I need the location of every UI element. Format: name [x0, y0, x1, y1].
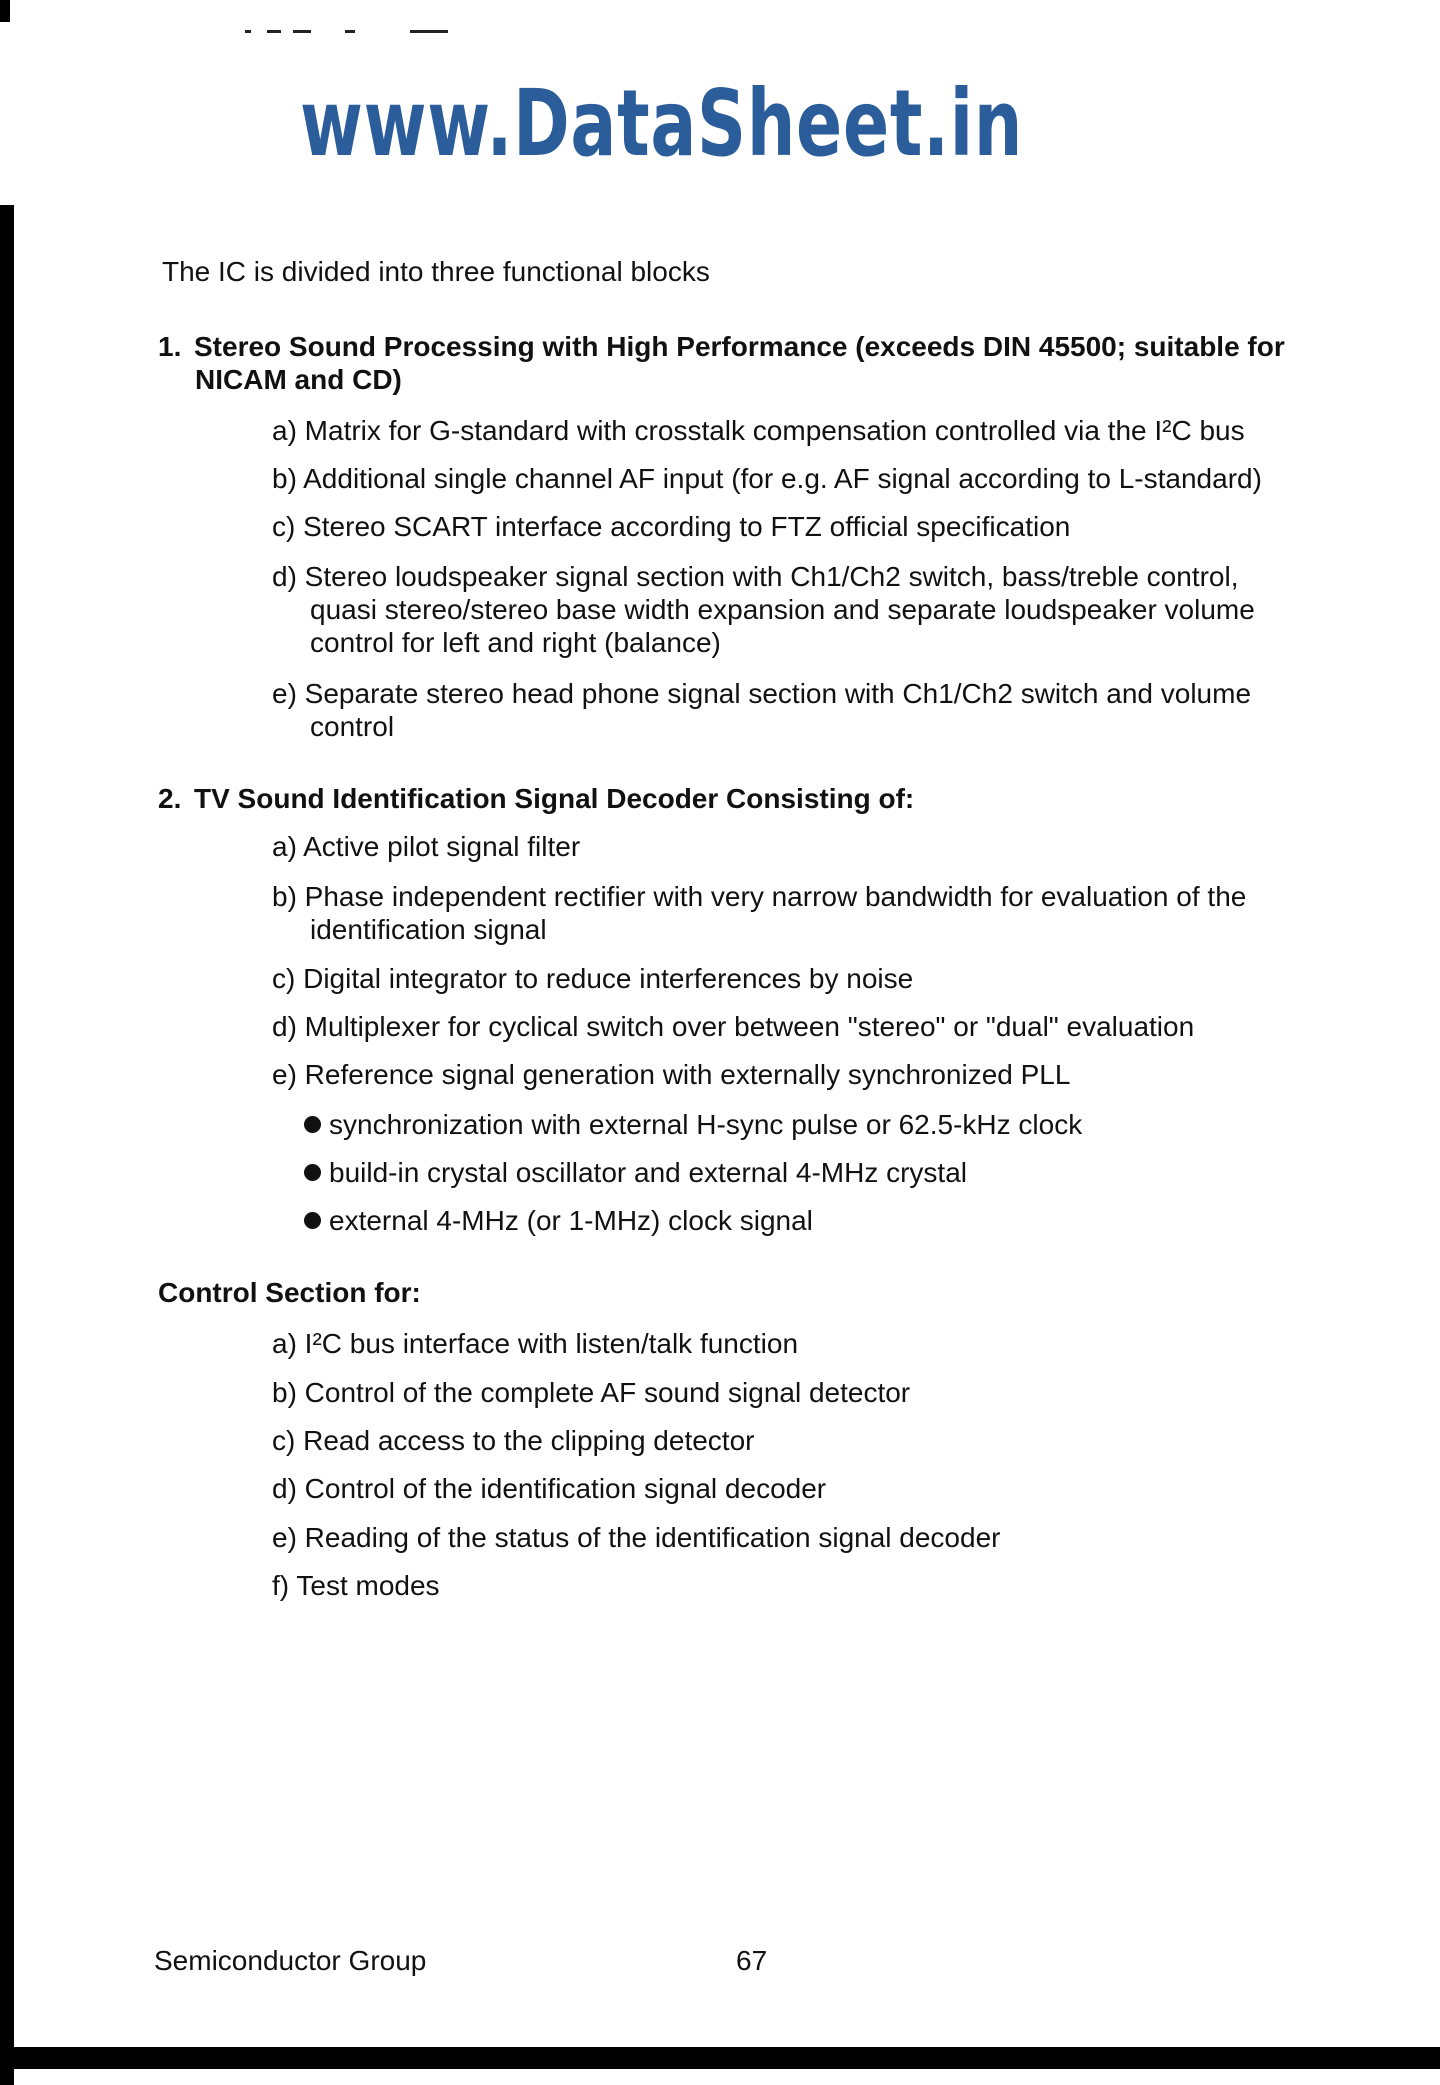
section-2-title: TV Sound Identification Signal Decoder Consisting of:	[194, 783, 915, 814]
section-3-item-c: c) Read access to the clipping detector	[272, 1425, 755, 1456]
section-2-item-c: c) Digital integrator to reduce interferences by noise	[272, 963, 914, 994]
section-2-bullet: synchronization with external H-sync pulse or 62.5-kHz clock	[304, 1108, 1082, 1141]
section-1-heading	[158, 330, 1285, 396]
section-1-item-e: e) Separate stereo head phone signal section with Ch1/Ch2 switch and volume control	[272, 678, 1252, 742]
bullet-dot-icon	[304, 1164, 321, 1181]
scan-artifact-top	[0, 0, 10, 22]
bullet-dot-icon	[304, 1116, 321, 1133]
section-3-item-b: b) Control of the complete AF sound signal detector	[272, 1377, 911, 1408]
section-2-heading	[158, 782, 914, 815]
section-1-title-line2: NICAM and CD)	[195, 364, 402, 395]
section-3-heading	[158, 1276, 421, 1309]
section-1-item-d: d) Stereo loudspeaker signal section with Ch1/Ch2 switch, bass/treble control, quasi stereo/stereo base width expansion and separate loudspeaker volume control for left and right (balance)	[272, 561, 1255, 658]
footer-publisher: Semiconductor Group	[154, 1945, 427, 1976]
scan-artifact-bottom-edge	[0, 2047, 1440, 2069]
section-1-item-c: c) Stereo SCART interface according to FTZ official specification	[272, 511, 1071, 542]
section-2-item-e: e) Reference signal generation with externally synchronized PLL	[272, 1059, 1071, 1090]
section-3-item-e: e) Reading of the status of the identification signal decoder	[272, 1522, 1001, 1553]
section-2-item-b: b) Phase independent rectifier with very narrow bandwidth for evaluation of the identification signal	[272, 881, 1247, 945]
section-2-number: 2.	[158, 783, 182, 814]
section-1-item-a: a) Matrix for G-standard with crosstalk compensation controlled via the I²C bus	[272, 415, 1245, 446]
footer-page-number: 67	[736, 1945, 768, 1976]
section-2-item-d: d) Multiplexer for cyclical switch over between "stereo" or "dual" evaluation	[272, 1011, 1195, 1042]
section-2-bullet: build-in crystal oscillator and external 4-MHz crystal	[304, 1156, 967, 1189]
scan-artifact-dashes	[245, 30, 505, 34]
section-3-title: Control Section for:	[158, 1277, 421, 1308]
intro-text: The IC is divided into three functional blocks	[162, 256, 710, 287]
section-2-item-a: a) Active pilot signal filter	[272, 831, 581, 862]
section-2-bullet: external 4-MHz (or 1-MHz) clock signal	[304, 1204, 813, 1237]
section-1-item-b: b) Additional single channel AF input (for e.g. AF signal according to L-standard)	[272, 463, 1262, 494]
section-3-item-f: f) Test modes	[272, 1570, 440, 1601]
watermark-logo: www.DataSheet.in	[300, 70, 1024, 177]
section-1-title-line1: Stereo Sound Processing with High Performance (exceeds DIN 45500; suitable for	[194, 331, 1285, 362]
section-3-item-a: a) I²C bus interface with listen/talk function	[272, 1328, 799, 1359]
bullet-dot-icon	[304, 1212, 321, 1229]
section-1-number: 1.	[158, 331, 182, 362]
scan-artifact-left-edge	[0, 205, 14, 2085]
section-3-item-d: d) Control of the identification signal decoder	[272, 1473, 827, 1504]
